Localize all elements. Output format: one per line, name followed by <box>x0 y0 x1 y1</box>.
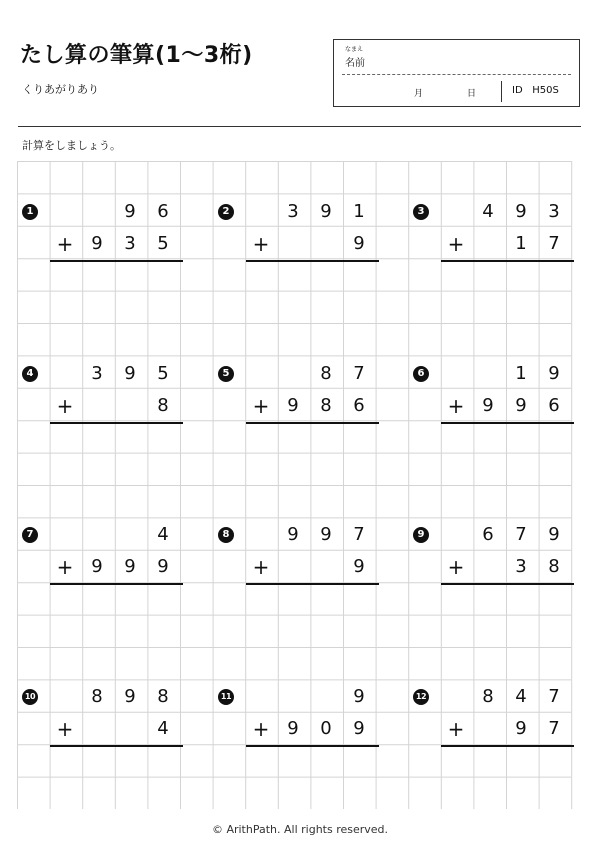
bottom-digit: 6 <box>353 395 365 416</box>
top-digit: 3 <box>91 363 103 384</box>
problem-number-badge: 8 <box>218 527 234 543</box>
problem-number-badge: 10 <box>22 689 38 705</box>
bottom-digit: 9 <box>353 233 365 254</box>
bottom-digit <box>472 713 504 745</box>
top-digit: 4 <box>157 524 169 545</box>
problem-number-badge: 9 <box>413 527 429 543</box>
name-ruby: なまえ <box>345 46 364 53</box>
problem-3 <box>413 196 583 266</box>
top-digit: 5 <box>157 363 169 384</box>
top-digit: 9 <box>353 686 365 707</box>
bottom-digit: 9 <box>124 556 136 577</box>
bottom-digit <box>472 551 504 583</box>
top-digit <box>310 681 342 713</box>
top-digit: 9 <box>287 524 299 545</box>
id-display <box>512 85 559 96</box>
header-divider <box>18 126 581 127</box>
bottom-digit <box>81 390 113 422</box>
top-digit: 6 <box>157 201 169 222</box>
answer-line <box>50 260 183 262</box>
answer-line <box>246 422 379 424</box>
name-label: 名前 <box>345 58 365 69</box>
top-digit: 4 <box>515 686 527 707</box>
day-label: 日 <box>467 89 477 99</box>
page-subtitle: くりあがりあり <box>22 83 99 96</box>
answer-line <box>441 583 574 585</box>
plus-operator: + <box>252 232 270 256</box>
plus-operator: + <box>447 394 465 418</box>
top-digit <box>81 196 113 228</box>
plus-operator: + <box>447 232 465 256</box>
answer-line <box>441 745 574 747</box>
bottom-digit <box>114 390 146 422</box>
bottom-digit <box>277 228 309 260</box>
top-digit: 9 <box>320 201 332 222</box>
problem-number-badge: 4 <box>22 366 38 382</box>
top-digit: 7 <box>548 686 560 707</box>
top-digit: 1 <box>353 201 365 222</box>
problem-10 <box>22 681 192 751</box>
problem-4 <box>22 358 192 428</box>
name-box <box>333 39 580 107</box>
bottom-digit <box>81 713 113 745</box>
bottom-digit: 8 <box>548 556 560 577</box>
top-digit: 9 <box>548 524 560 545</box>
bottom-digit: 7 <box>548 233 560 254</box>
id-value: H50S <box>532 85 559 96</box>
bottom-digit: 9 <box>515 395 527 416</box>
answer-line <box>50 422 183 424</box>
top-digit: 8 <box>91 686 103 707</box>
copyright-footer: © ArithPath. All rights reserved. <box>211 823 389 836</box>
plus-operator: + <box>56 555 74 579</box>
top-digit: 9 <box>515 201 527 222</box>
id-label: ID <box>512 85 523 96</box>
plus-operator: + <box>252 555 270 579</box>
bottom-digit: 9 <box>91 233 103 254</box>
problem-number-badge: 5 <box>218 366 234 382</box>
top-digit: 3 <box>287 201 299 222</box>
bottom-digit: 8 <box>157 395 169 416</box>
bottom-digit: 9 <box>515 718 527 739</box>
problem-number-badge: 11 <box>218 689 234 705</box>
bottom-digit: 5 <box>157 233 169 254</box>
top-digit: 8 <box>157 686 169 707</box>
top-digit: 8 <box>320 363 332 384</box>
bottom-digit: 0 <box>320 718 332 739</box>
top-digit: 9 <box>320 524 332 545</box>
bottom-digit: 3 <box>124 233 136 254</box>
bottom-digit <box>310 228 342 260</box>
plus-operator: + <box>56 232 74 256</box>
id-separator <box>501 81 502 102</box>
answer-line <box>50 745 183 747</box>
plus-operator: + <box>56 717 74 741</box>
top-digit <box>472 358 504 390</box>
top-digit: 7 <box>353 363 365 384</box>
bottom-digit: 4 <box>157 718 169 739</box>
top-digit <box>277 358 309 390</box>
top-digit: 9 <box>124 686 136 707</box>
top-digit: 4 <box>482 201 494 222</box>
problem-number-badge: 2 <box>218 204 234 220</box>
bottom-digit: 9 <box>287 395 299 416</box>
bottom-digit <box>310 551 342 583</box>
problem-8 <box>218 519 388 589</box>
name-writing-line <box>342 74 571 75</box>
top-digit: 9 <box>124 363 136 384</box>
problem-number-badge: 3 <box>413 204 429 220</box>
instruction-text: 計算をしましょう。 <box>22 139 121 152</box>
bottom-digit: 9 <box>353 718 365 739</box>
top-digit: 9 <box>548 363 560 384</box>
bottom-digit: 9 <box>157 556 169 577</box>
problem-1 <box>22 196 192 266</box>
bottom-digit: 9 <box>353 556 365 577</box>
top-digit <box>81 519 113 551</box>
problem-12 <box>413 681 583 751</box>
problem-7 <box>22 519 192 589</box>
problem-number-badge: 1 <box>22 204 38 220</box>
top-digit: 1 <box>515 363 527 384</box>
page-title: たし算の筆算(1〜3桁) <box>20 43 253 68</box>
month-label: 月 <box>414 89 424 99</box>
bottom-digit: 8 <box>320 395 332 416</box>
answer-line <box>246 745 379 747</box>
answer-line <box>441 422 574 424</box>
problem-2 <box>218 196 388 266</box>
bottom-digit: 9 <box>482 395 494 416</box>
top-digit: 8 <box>482 686 494 707</box>
answer-line <box>246 583 379 585</box>
problem-number-badge: 7 <box>22 527 38 543</box>
top-digit: 9 <box>124 201 136 222</box>
answer-line <box>441 260 574 262</box>
bottom-digit: 9 <box>91 556 103 577</box>
problem-5 <box>218 358 388 428</box>
bottom-digit: 9 <box>287 718 299 739</box>
problem-11 <box>218 681 388 751</box>
bottom-digit: 1 <box>515 233 527 254</box>
plus-operator: + <box>252 717 270 741</box>
top-digit: 3 <box>548 201 560 222</box>
problem-number-badge: 6 <box>413 366 429 382</box>
answer-line <box>50 583 183 585</box>
problem-6 <box>413 358 583 428</box>
bottom-digit: 6 <box>548 395 560 416</box>
top-digit: 7 <box>353 524 365 545</box>
problem-number-badge: 12 <box>413 689 429 705</box>
bottom-digit <box>114 713 146 745</box>
answer-line <box>246 260 379 262</box>
bottom-digit <box>277 551 309 583</box>
plus-operator: + <box>252 394 270 418</box>
plus-operator: + <box>447 555 465 579</box>
bottom-digit <box>472 228 504 260</box>
top-digit <box>114 519 146 551</box>
top-digit: 7 <box>515 524 527 545</box>
top-digit <box>277 681 309 713</box>
plus-operator: + <box>56 394 74 418</box>
top-digit: 6 <box>482 524 494 545</box>
bottom-digit: 7 <box>548 718 560 739</box>
bottom-digit: 3 <box>515 556 527 577</box>
problem-9 <box>413 519 583 589</box>
plus-operator: + <box>447 717 465 741</box>
